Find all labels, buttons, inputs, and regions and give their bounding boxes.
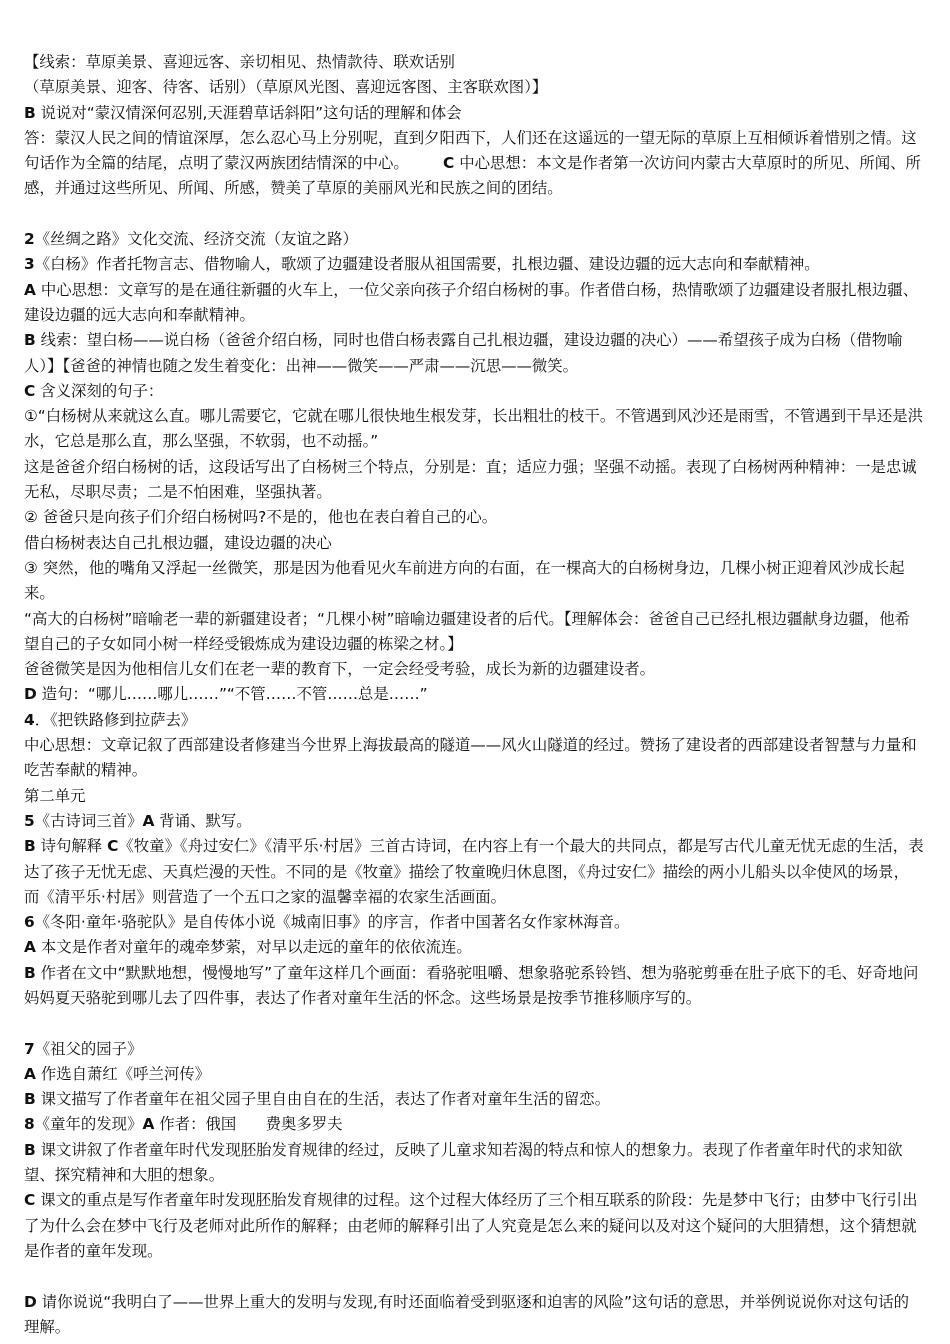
- paragraph-text: 答：蒙汉人民之间的情谊深厚，怎么忍心马上分别呢，直到夕阳西下，人们还在这遥远的一望无际的草原上互相倾诉着惜别之情。这句话作为全篇的结尾，点明了蒙汉两族团结情深的中心。: [24, 128, 917, 173]
- paragraph-text: 这是爸爸介绍白杨树的话，这段话写出了白杨树三个特点，分别是：直；适应力强；坚强不动摇。表现了白杨树两种精神：一是忠诚无私，尽职尽责；二是不怕困难，坚强执著。: [24, 457, 917, 502]
- item-marker: 8: [24, 1115, 35, 1134]
- text-paragraph: [24, 1112, 924, 1137]
- text-paragraph: [24, 682, 924, 707]
- text-paragraph: [24, 252, 924, 277]
- paragraph-text: ③ 突然，他的嘴角又浮起一丝微笑，那是因为他看见火车前进方向的右面，在一棵高大的白杨树身边，几棵小树正迎着风沙成长起来。: [24, 558, 905, 603]
- text-paragraph: [24, 50, 924, 75]
- text-paragraph: [24, 1188, 924, 1264]
- paragraph-text: 线索：望白杨——说白杨（爸爸介绍白杨，同时也借白杨表露自己扎根边疆，建设边疆的决心）——希望孩子成为白杨（借物喻人）】【爸爸的神情也随之发生着变化：出神——微笑——严肃——沉思——微笑。: [24, 331, 903, 375]
- item-marker: B: [24, 963, 36, 982]
- item-marker: B: [24, 1090, 36, 1109]
- text-paragraph: [24, 1037, 924, 1062]
- text-paragraph: [24, 505, 924, 530]
- text-paragraph: [24, 657, 924, 682]
- paragraph-text: 作者：俄国 费奥多罗夫: [154, 1115, 343, 1134]
- paragraph-text: 借白杨树表达自己扎根边疆，建设边疆的决心: [24, 533, 332, 552]
- text-paragraph: [24, 784, 924, 809]
- item-marker: D: [24, 685, 37, 704]
- text-paragraph: [24, 809, 924, 834]
- text-paragraph: [24, 455, 924, 506]
- paragraph-text: 《丝绸之路》文化交流、经济交流（友谊之路）: [34, 230, 358, 249]
- paragraph-text: “高大的白杨树”暗喻老一辈的新疆建设者；“几棵小树”暗喻边疆建设者的后代。【理解体会：爸爸自己已经扎根边疆献身边疆，他希望自己的子女如同小树一样经受锻炼成为建设边疆的栋梁之材。】: [24, 609, 911, 653]
- item-marker: B: [24, 1140, 36, 1159]
- text-paragraph: [24, 278, 924, 329]
- item-marker: 2: [24, 230, 35, 249]
- item-marker: 3: [24, 255, 35, 274]
- item-marker: B: [24, 103, 36, 122]
- paragraph-text: 《祖父的园子》: [34, 1039, 143, 1058]
- paragraph-text: （草原美景、迎客、待客、话别）（草原风光图、喜迎远客图、主客联欢图）】: [24, 78, 548, 97]
- item-marker: C: [24, 381, 36, 400]
- paragraph-text: 造句：“哪儿……哪儿……”“不管……不管……总是……”: [36, 685, 428, 704]
- paragraph-text: 【线索：草原美景、喜迎远客、亲切相见、热情款待、联欢话别: [24, 53, 455, 71]
- blank-line: [24, 1011, 924, 1036]
- paragraph-text: 作选自萧红《呼兰河传》: [35, 1064, 211, 1083]
- paragraph-text: 爸爸微笑是因为他相信儿女们在老一辈的教育下，一定会经受考验，成长为新的边疆建设者。: [24, 660, 656, 679]
- text-paragraph: [24, 556, 924, 607]
- text-paragraph: [24, 404, 924, 455]
- text-paragraph: [24, 910, 924, 935]
- item-marker: A: [142, 811, 155, 830]
- blank-line: [24, 1264, 924, 1289]
- item-marker: 5: [24, 811, 35, 830]
- paragraph-text: 《古诗词三首》: [34, 811, 143, 830]
- paragraph-text: ①“白杨树从来就这么直。哪儿需要它，它就在哪儿很快地生根发芽，长出粗壮的枝干。不管遇到风沙还是雨雪，不管遇到干旱还是洪水，它总是那么直，那么坚强，不软弱，也不动摇。”: [24, 407, 924, 451]
- paragraph-text: 《白杨》作者托物言志、借物喻人，歌颂了边疆建设者服从祖国需要，扎根边疆、建设边疆的远大志向和奉献精神。: [34, 255, 820, 274]
- item-marker: C: [24, 1191, 36, 1210]
- item-marker: A: [24, 938, 36, 957]
- text-paragraph: [24, 935, 924, 960]
- text-paragraph: [24, 607, 924, 658]
- paragraph-text: 中心思想：文章记叙了西部建设者修建当今世界上海拔最高的隧道——风火山隧道的经过。赞扬了建设者的西部建设者智慧与力量和吃苦奉献的精神。: [24, 736, 917, 780]
- paragraph-text: 请你说说“我明白了——世界上重大的发明与发现,有时还面临着受到驱逐和迫害的风险”这句话的意思，并举例说说你对这句话的理解。: [24, 1292, 909, 1336]
- paragraph-text: 第二单元: [24, 786, 86, 805]
- text-paragraph: [24, 101, 924, 126]
- text-paragraph: [24, 1290, 924, 1341]
- paragraph-text: 中心思想：文章写的是在通往新疆的火车上，一位父亲向孩子介绍白杨树的事。作者借白杨，热情歌颂了边疆建设者服扎根边疆、建设边疆的远大志向和奉献精神。: [24, 280, 919, 324]
- text-paragraph: [24, 834, 924, 910]
- text-paragraph: [24, 733, 924, 784]
- paragraph-text: 本文是作者对童年的魂牵梦萦，对早以走远的童年的依依流连。: [35, 938, 472, 957]
- blank-line: [24, 202, 924, 227]
- paragraph-text: 说说对“蒙汉情深何忍别,天涯碧草话斜阳”这句话的理解和体会: [35, 103, 462, 122]
- text-paragraph: [24, 1138, 924, 1189]
- paragraph-text: 诗句解释: [35, 837, 108, 856]
- text-paragraph: [24, 708, 924, 733]
- item-marker: D: [24, 1292, 37, 1311]
- paragraph-text: 中心思想：本文是作者第一次访问内蒙古大草原时的所见、所闻、所感，并通过这些所见、所闻、所感，赞美了草原的美丽风光和民族之间的团结。: [24, 154, 921, 198]
- paragraph-text: 背诵、默写。: [154, 811, 252, 830]
- item-marker: C: [443, 154, 455, 173]
- text-paragraph: [24, 531, 924, 556]
- text-paragraph: [24, 227, 924, 252]
- paragraph-text: 《冬阳·童年·骆驼队》是自传体小说《城南旧事》的序言，作者中国著名女作家林海音。: [34, 913, 630, 932]
- paragraph-text: 课文的重点是写作者童年时发现胚胎发育规律的过程。这个过程大体经历了三个相互联系的阶段：先是梦中飞行；由梦中飞行引出了为什么会在梦中飞行及老师对此所作的解释；由老师的解释引出了人究竟是怎么来的疑问以及对这个疑问的大胆猜想，这个猜想就是作者的童年发现。: [24, 1191, 918, 1260]
- text-paragraph: [24, 328, 924, 379]
- paragraph-text: ② 爸爸只是向孩子们介绍白杨树吗?不是的，他也在表白着自己的心。: [24, 508, 498, 527]
- item-marker: B: [24, 837, 36, 856]
- paragraph-text: 《童年的发现》: [34, 1115, 143, 1134]
- text-paragraph: [24, 126, 924, 202]
- item-marker: C: [107, 837, 119, 856]
- paragraph-text: 作者在文中“默默地想，慢慢地写”了童年这样几个画面：看骆驼咀嚼、想象骆驼系铃铛、想为骆驼剪垂在肚子底下的毛、好奇地问妈妈夏天骆驼到哪儿去了四件事，表达了作者对童年生活的怀念。这些场景是按季节推移顺序写的。: [24, 963, 919, 1007]
- item-marker: A: [142, 1115, 155, 1134]
- text-paragraph: [24, 1062, 924, 1087]
- text-paragraph: [24, 75, 924, 100]
- item-marker: 4: [24, 710, 35, 729]
- paragraph-text: 《牧童》《舟过安仁》《清平乐·村居》三首古诗词，在内容上有一个最大的共同点，都是写古代儿童无忧无虑的生活，表达了孩子无忧无虑、天真烂漫的天性。不同的是《牧童》描绘了牧童晚归休息图，《舟过安仁》描绘的两小儿船头以伞使风的场景，而《清平乐·村居》则营造了一个五口之家的温馨幸福的农家生活画面。: [24, 837, 924, 906]
- item-marker: A: [24, 1064, 36, 1083]
- paragraph-text: ．《把铁路修到拉萨去》: [34, 710, 197, 729]
- paragraph-text: 课文描写了作者童年在祖父园子里自由自在的生活，表达了作者对童年生活的留恋。: [35, 1090, 611, 1109]
- item-marker: B: [24, 331, 36, 350]
- text-paragraph: [24, 961, 924, 1012]
- item-marker: 6: [24, 913, 35, 932]
- paragraph-text: 含义深刻的句子：: [35, 381, 164, 400]
- item-marker: 7: [24, 1039, 35, 1058]
- paragraph-text: 课文讲叙了作者童年时代发现胚胎发育规律的经过，反映了儿童求知若渴的特点和惊人的想象力。表现了作者童年时代的求知欲望、探究精神和大胆的想象。: [24, 1140, 903, 1185]
- text-paragraph: [24, 1087, 924, 1112]
- text-paragraph: [24, 379, 924, 404]
- item-marker: A: [24, 280, 36, 299]
